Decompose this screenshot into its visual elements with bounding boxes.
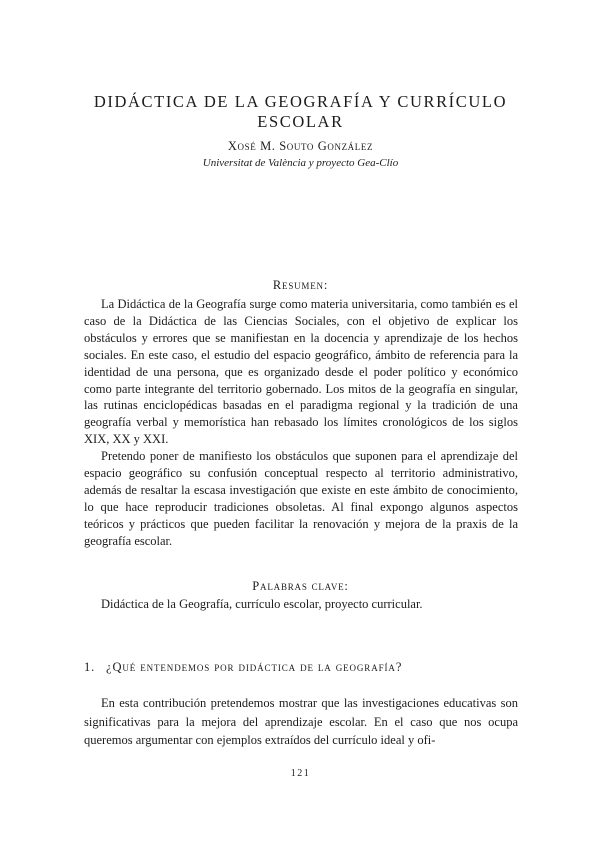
section-1-paragraph: En esta contribución pretendemos mostrar que las investigaciones educativas son significativas para la mejora del aprendizaje escolar. En el caso que nos ocupa queremos argumentar con ejemplos extraídos del currículo ideal y ofi-: [84, 696, 518, 747]
keywords-heading: Palabras clave:: [252, 579, 349, 593]
page-number: 121: [290, 768, 311, 779]
abstract-paragraph-1: La Didáctica de la Geografía surge como materia universitaria, como también es el caso de la Didáctica de las Ciencias Sociales, con el objetivo de explicar los obstáculos y errores que se manifiestan en la docencia y aprendizaje de los hechos sociales. En este caso, el estudio del espacio geográfico, ámbito de referencia para la identidad de una persona, que es organizado desde el poder político y económico como parte integrante del territorio gobernado. Los mitos de la geografía en singular, las rutinas enciclopédicas basadas en el paradigma regional y la tradición de una geografía verbal y memorística han rebasado los límites cronológicos de los siglos XIX, XX y XXI.: [84, 297, 518, 447]
title-line-2: ESCOLAR: [257, 112, 344, 131]
author-affiliation: Universitat de València y proyecto Gea-Clío: [202, 157, 399, 169]
abstract-body: [84, 296, 518, 550]
title-line-1: DIDÁCTICA DE LA GEOGRAFÍA Y CURRÍCULO: [93, 92, 508, 111]
section-1-heading: [84, 660, 524, 675]
section-1-body: [84, 694, 518, 750]
abstract-paragraph-2: Pretendo poner de manifiesto los obstáculos que suponen para el aprendizaje del espacio geográfico su confusión conceptual respecto al territorio administrativo, además de resaltar la escasa investigación que existe en este ámbito de conocimiento, lo que hace reproducir tradiciones obsoletas. Al final expongo algunos aspectos teóricos y prácticos que pueden facilitar la renovación y mejora de la praxis de la geografía escolar.: [84, 449, 518, 548]
section-1-title: ¿Qué entendemos por didáctica de la geografía?: [106, 660, 403, 674]
keywords-body: [84, 596, 518, 613]
keywords-text: Didáctica de la Geografía, currículo escolar, proyecto curricular.: [101, 597, 423, 611]
abstract-heading: Resumen:: [272, 278, 329, 292]
author-name: Xosé M. Souto González: [227, 139, 374, 153]
section-1-number: 1.: [84, 660, 96, 674]
